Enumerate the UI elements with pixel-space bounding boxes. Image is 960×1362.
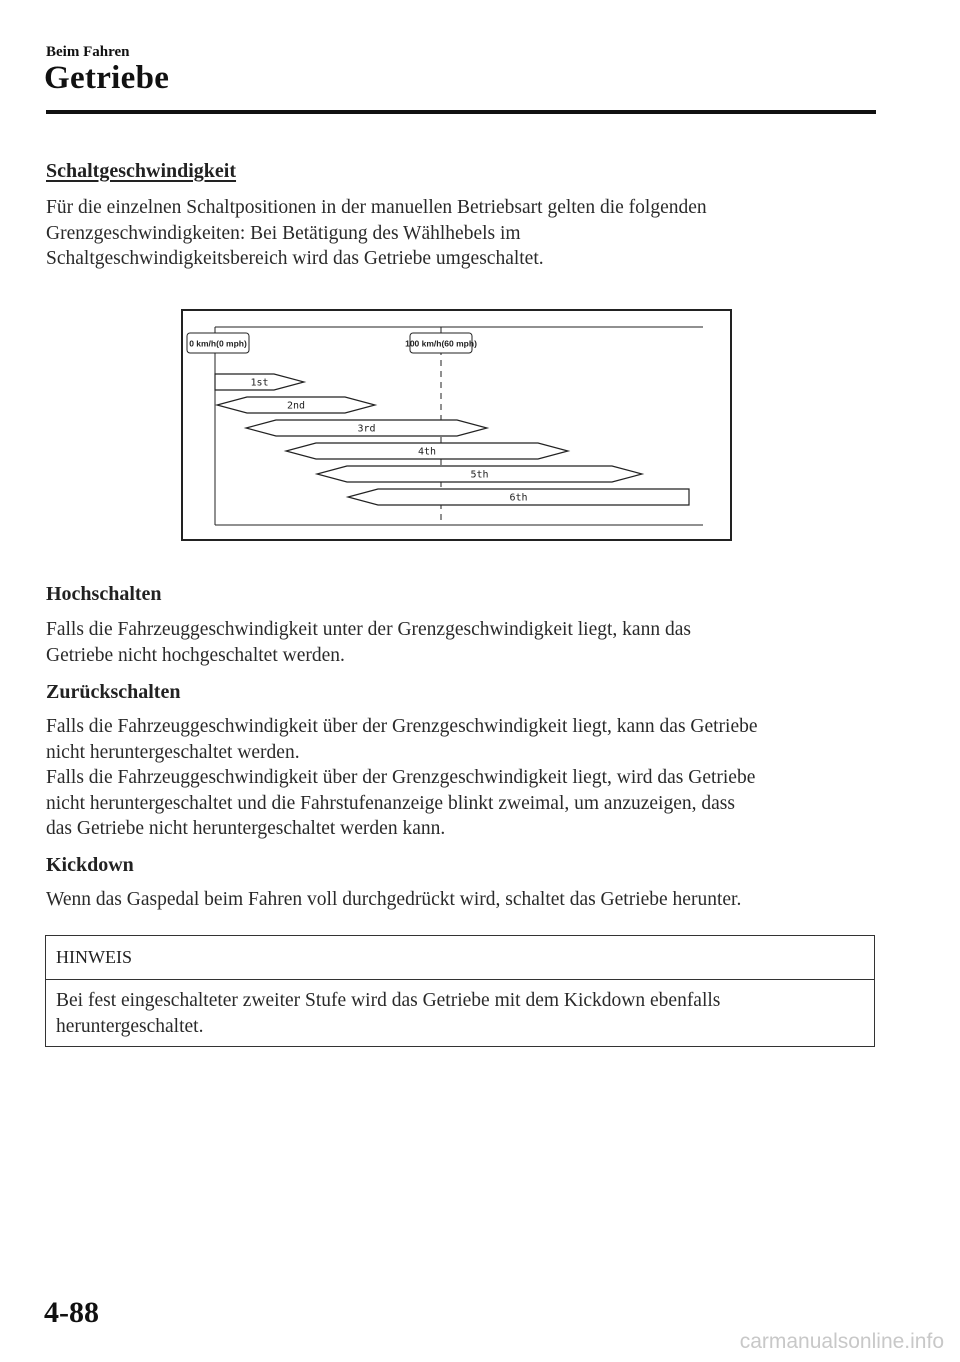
speed-label-100: 100 km/h(60 mph) xyxy=(405,338,477,349)
text-line: Für die einzelnen Schaltpositionen in der manuellen Betriebsart gelten die folgenden xyxy=(46,197,707,218)
page-number: 4-88 xyxy=(44,1296,99,1329)
text-line: nicht heruntergeschaltet und die Fahrstufenanzeige blinkt zweimal, um anzuzeigen, dass xyxy=(46,792,735,814)
note-body xyxy=(56,988,720,1039)
title-divider xyxy=(46,110,876,114)
text-line: Bei fest eingeschalteter zweiter Stufe wird das Getriebe mit dem Kickdown ebenfalls xyxy=(56,990,721,1011)
gear-label-6: 6th xyxy=(509,492,528,504)
gear-label-5: 5th xyxy=(470,469,489,481)
upshift-paragraph xyxy=(46,617,886,668)
downshift-paragraph xyxy=(46,714,886,842)
note-header xyxy=(46,936,874,980)
text-line: Falls die Fahrzeuggeschwindigkeit über der Grenzgeschwindigkeit liegt, wird das Getriebe xyxy=(46,767,756,788)
text-line: Getriebe nicht hochgeschaltet werden. xyxy=(46,644,345,666)
kickdown-heading: Kickdown xyxy=(46,854,134,876)
shift-speed-paragraph xyxy=(46,195,886,272)
note-box xyxy=(45,935,875,1047)
shift-speed-heading: Schaltgeschwindigkeit xyxy=(46,160,237,182)
upshift-heading: Hochschalten xyxy=(46,583,162,605)
kickdown-paragraph xyxy=(46,887,886,913)
text-line: Falls die Fahrzeuggeschwindigkeit über der Grenzgeschwindigkeit liegt, kann das Getriebe xyxy=(46,716,758,737)
gear-label-2: 2nd xyxy=(286,400,306,412)
text-line: nicht heruntergeschaltet werden. xyxy=(46,741,300,763)
shift-range-diagram-svg xyxy=(183,311,734,543)
text-line: heruntergeschaltet. xyxy=(56,1015,204,1037)
text-line: Falls die Fahrzeuggeschwindigkeit unter der Grenzgeschwindigkeit liegt, kann das xyxy=(46,619,691,640)
note-heading: HINWEIS xyxy=(56,947,132,967)
section-label: Beim Fahren xyxy=(46,44,130,60)
gear-label-3: 3rd xyxy=(357,423,376,435)
gear-label-1: 1st xyxy=(250,377,269,389)
text-line: Schaltgeschwindigkeitsbereich wird das Getriebe umgeschaltet. xyxy=(46,248,544,269)
shift-range-diagram xyxy=(181,309,732,541)
gear-label-4: 4th xyxy=(417,446,437,458)
watermark: carmanualsonline.info xyxy=(739,1330,944,1353)
text-line: Grenzgeschwindigkeiten: Bei Betätigung des Wählhebels im xyxy=(46,222,521,244)
downshift-heading: Zurückschalten xyxy=(46,681,181,703)
text-line: das Getriebe nicht heruntergeschaltet werden kann. xyxy=(46,818,446,839)
gear-bars xyxy=(215,374,689,505)
speed-label-0: 0 km/h(0 mph) xyxy=(189,338,247,349)
page-title: Getriebe xyxy=(44,60,170,96)
text-line: Wenn das Gaspedal beim Fahren voll durchgedrückt wird, schaltet das Getriebe herunter. xyxy=(46,889,742,910)
